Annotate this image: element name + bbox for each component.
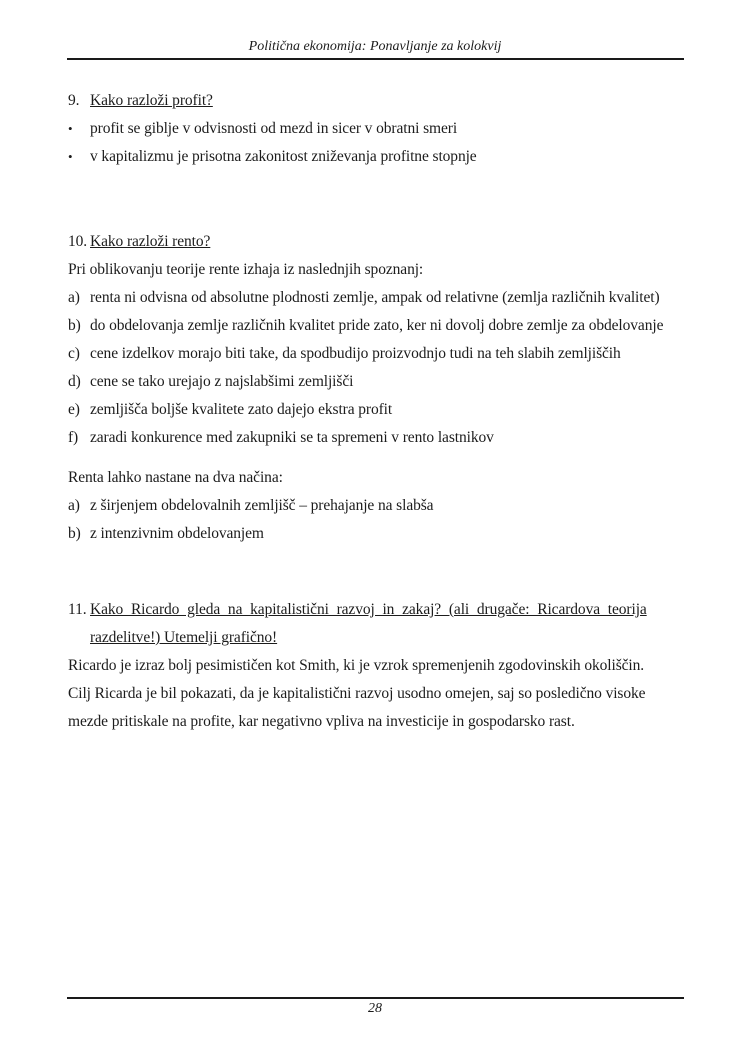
header-title: Politična ekonomija: Ponavljanje za kolokvij — [248, 39, 502, 54]
list-item — [68, 492, 684, 520]
question-number: 9. — [68, 92, 80, 109]
paragraph-line: mezde pritiskale na profite, kar negativno vpliva na investicije in gospodarsko rast. — [68, 713, 575, 730]
list-item-marker: e) — [68, 401, 80, 418]
bullet-text: v kapitalizmu je prisotna zakonitost zniževanja profitne stopnje — [90, 148, 477, 165]
list-item-text: cene se tako urejajo z najslabšimi zemljišči — [90, 373, 354, 390]
question-10-heading-row — [68, 228, 684, 256]
bullet-text: profit se giblje v odvisnosti od mezd in sicer v obratni smeri — [90, 120, 458, 137]
list-item-marker: d) — [68, 373, 81, 390]
list-item — [68, 520, 684, 548]
bullet-item — [68, 115, 684, 143]
question-heading: Kako razloži rento? — [90, 233, 211, 250]
footer-rule — [67, 997, 684, 999]
list-item-text: zaradi konkurence med zakupniki se ta spremeni v rento lastnikov — [90, 429, 494, 446]
header-rule — [67, 58, 684, 60]
intro-text: Pri oblikovanju teorije rente izhaja iz naslednjih spoznanj: — [68, 261, 424, 278]
question-heading — [90, 596, 684, 652]
list-item-text: cene izdelkov morajo biti take, da spodbudijo proizvodnjo tudi na teh slabih zemljiščih — [90, 345, 621, 362]
list-item — [68, 368, 684, 396]
bullet-item — [68, 143, 684, 171]
list-item-marker: b) — [68, 317, 81, 334]
paragraph-line: Ricardo je izraz bolj pesimističen kot Smith, ki je vzrok spremenjenih zgodovinskih okoliščin. — [68, 657, 645, 674]
renta-intro: Renta lahko nastane na dva načina: — [68, 469, 283, 486]
list-item — [68, 424, 684, 452]
list-item-text: zemljišča boljše kvalitete zato dajejo ekstra profit — [90, 401, 393, 418]
question-11-heading-row — [68, 596, 684, 652]
list-item-marker: b) — [68, 525, 81, 542]
answer-paragraph — [68, 652, 684, 736]
list-item-text: z intenzivnim obdelovanjem — [90, 525, 264, 542]
question-number: 11. — [68, 601, 87, 618]
list-item — [68, 340, 684, 368]
list-item-text: renta ni odvisna od absolutne plodnosti zemlje, ampak od relativne (zemlja različnih kvalitet) — [90, 289, 660, 306]
list-item-text: z širjenjem obdelovalnih zemljišč – prehajanje na slabša — [90, 497, 434, 514]
question-9-section — [68, 87, 684, 171]
question-9-heading-row — [68, 87, 684, 115]
list-item — [68, 284, 684, 312]
page-number: 28 — [368, 1001, 382, 1016]
list-item-marker: a) — [68, 497, 80, 514]
list-item — [68, 396, 684, 424]
heading-line-1: Kako Ricardo gleda na kapitalistični razvoj in zakaj? (ali drugače: Ricardova teorija — [90, 601, 647, 618]
question-number: 10. — [68, 233, 88, 250]
heading-line-2: razdelitve!) Utemelji grafično! — [90, 629, 278, 646]
question-heading: Kako razloži profit? — [90, 92, 213, 109]
question-10-section — [68, 228, 684, 452]
list-item-marker: a) — [68, 289, 80, 306]
list-item — [68, 312, 684, 340]
bullet-icon: • — [68, 121, 73, 136]
bullet-icon: • — [68, 149, 73, 164]
question-11-section — [68, 596, 684, 652]
list-item-marker: c) — [68, 345, 80, 362]
renta-subsection — [68, 464, 684, 548]
list-item-text: do obdelovanja zemlje različnih kvalitet pride zato, ker ni dovolj dobre zemlje za obdelovanje — [90, 317, 664, 334]
paragraph-line: Cilj Ricarda je bil pokazati, da je kapitalistični razvoj usodno omejen, saj so posledično visoke — [68, 685, 646, 702]
list-item-marker: f) — [68, 429, 79, 446]
